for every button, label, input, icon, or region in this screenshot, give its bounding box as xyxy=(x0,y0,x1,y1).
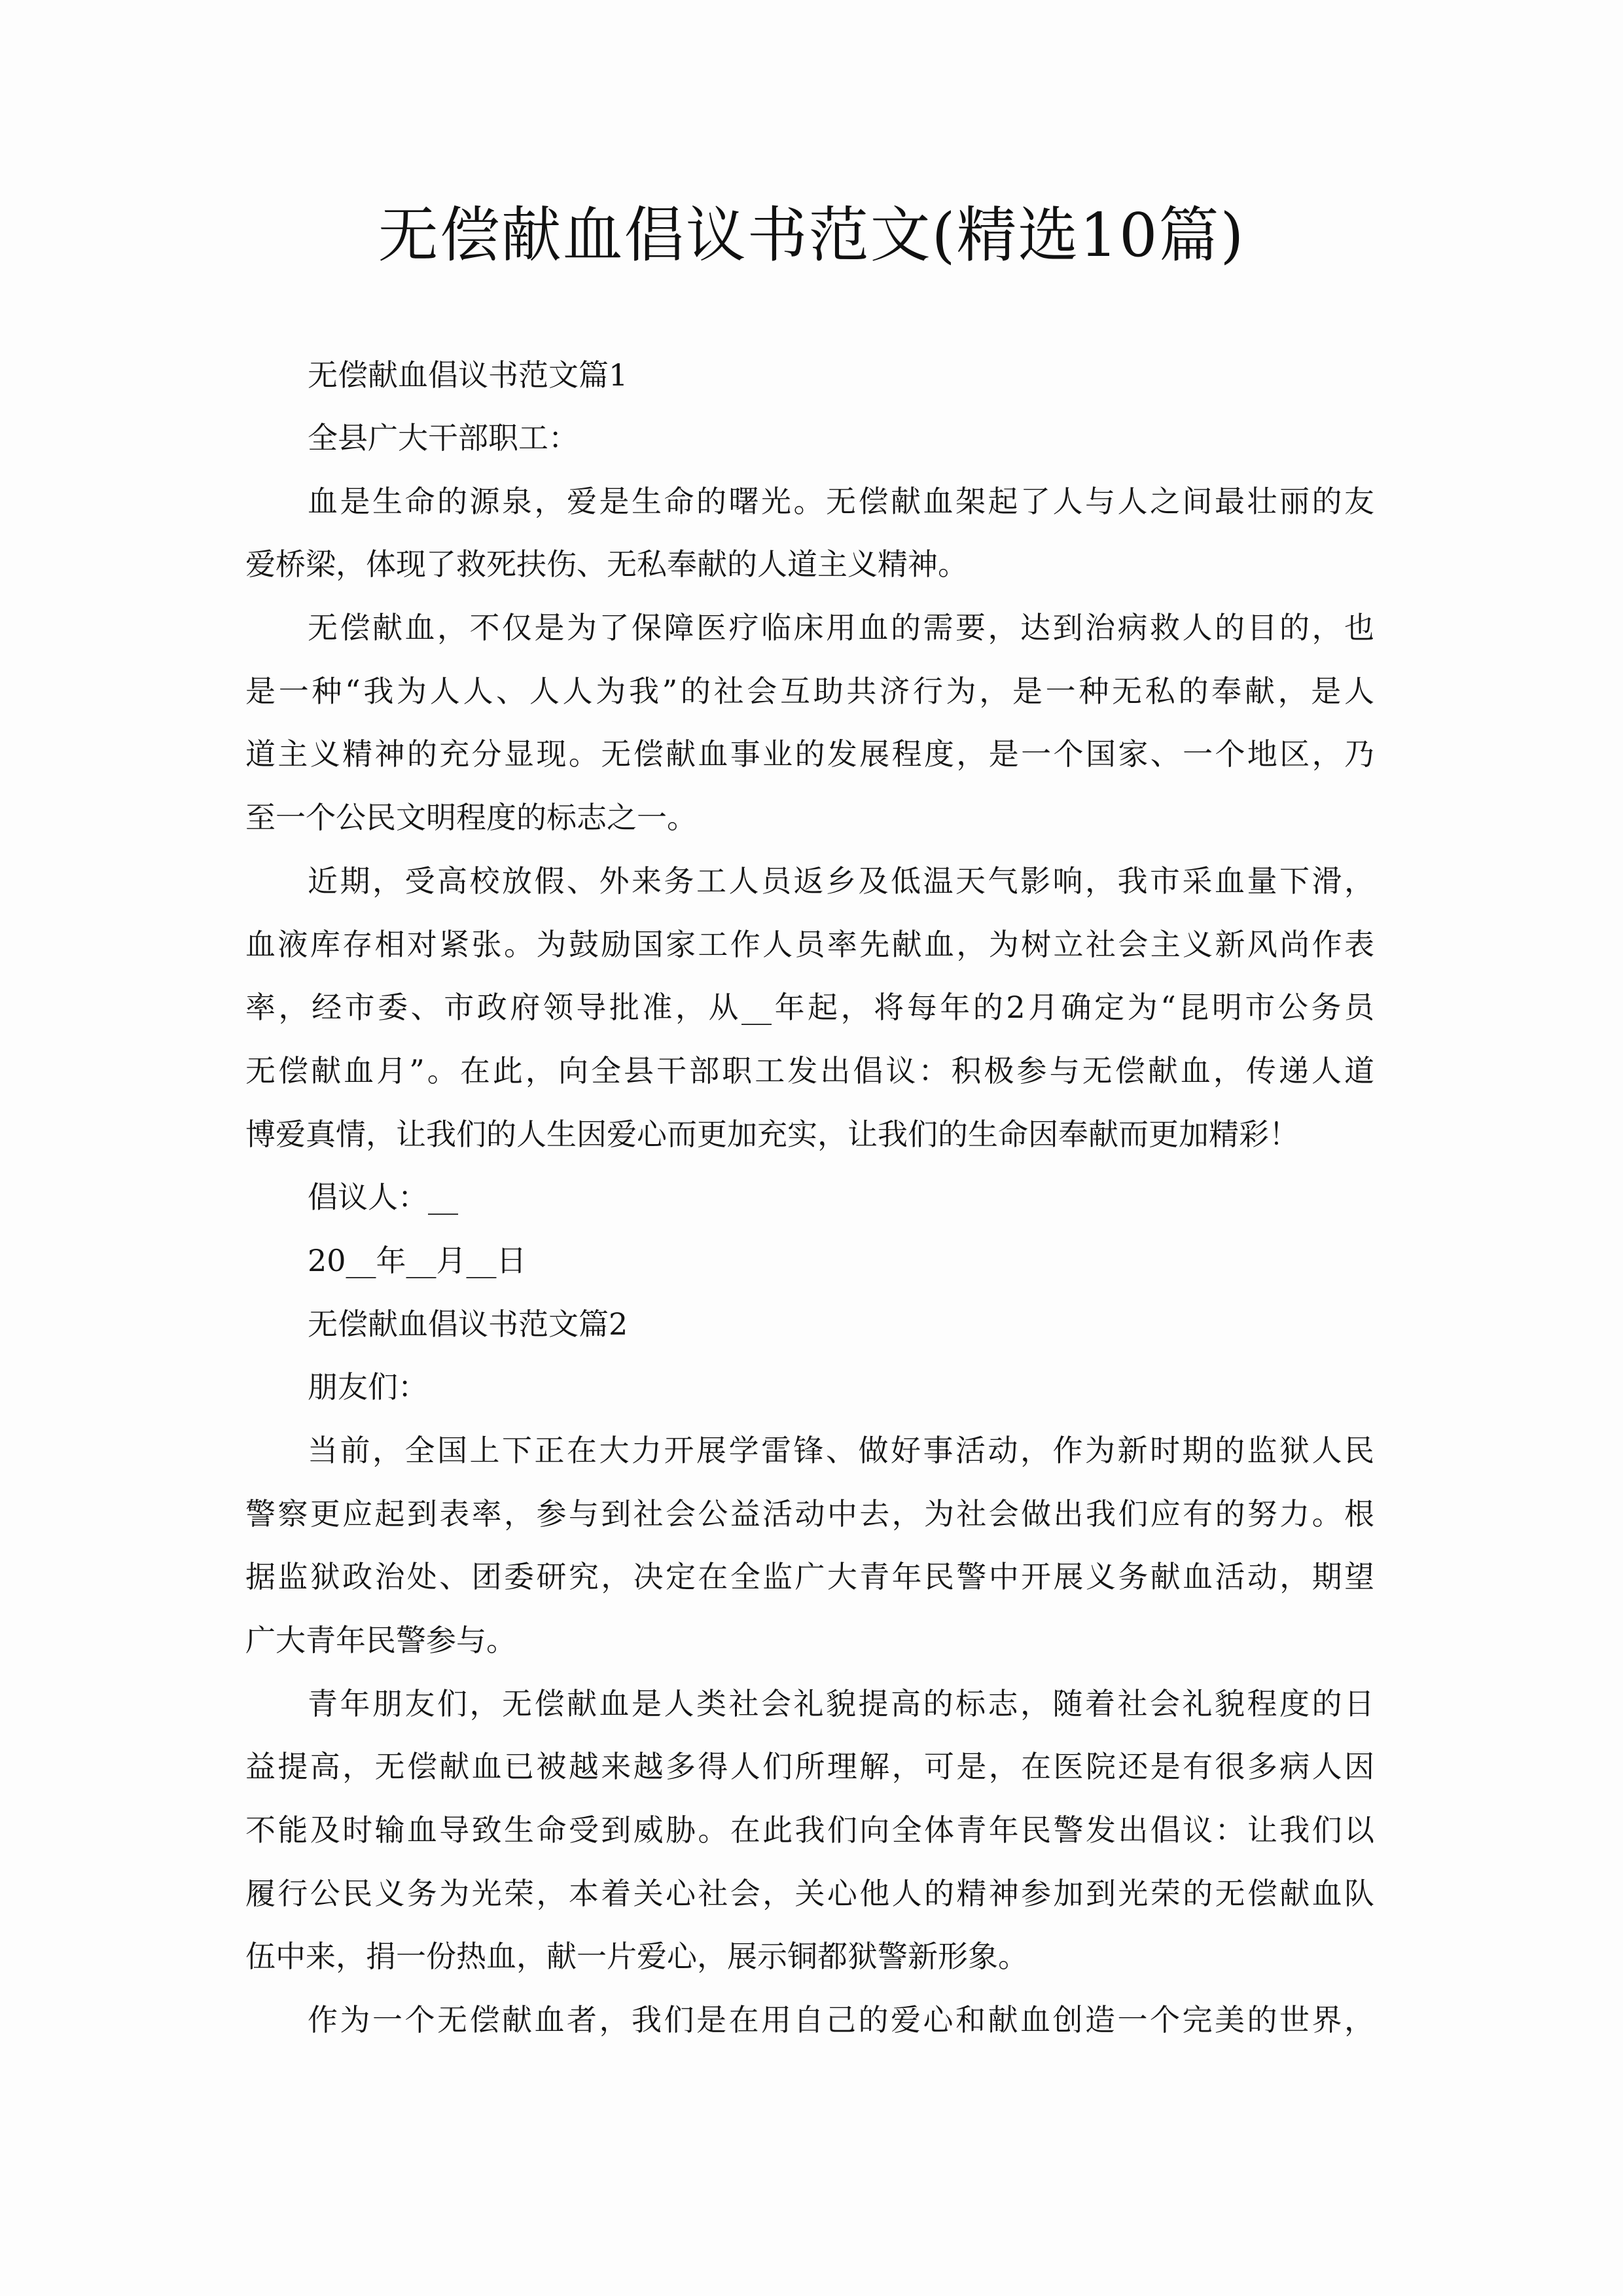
paragraph-line: 警察更应起到表率，参与到社会公益活动中去，为社会做出我们应有的努力。根 xyxy=(245,1496,1374,1532)
paragraph-line: 据监狱政治处、团委研究，决定在全监广大青年民警中开展义务献血活动，期望 xyxy=(245,1559,1374,1594)
date-line: 20__年__月__日 xyxy=(308,1243,527,1278)
paragraph-line: 血液库存相对紧张。为鼓励国家工作人员率先献血，为树立社会主义新风尚作表 xyxy=(245,927,1374,962)
paragraph-line: 至一个公民文明程度的标志之一。 xyxy=(245,800,697,835)
salutation: 朋友们： xyxy=(308,1369,428,1405)
paragraph-line: 率，经市委、市政府领导批准，从__年起，将每年的2月确定为“昆明市公务员 xyxy=(245,990,1374,1025)
paragraph-line: 广大青年民警参与。 xyxy=(245,1623,516,1658)
paragraph-line: 履行公民义务为光荣，本着关心社会，关心他人的精神参加到光荣的无偿献血队 xyxy=(245,1876,1374,1911)
paragraph-line: 近期，受高校放假、外来务工人员返乡及低温天气影响，我市采血量下滑， xyxy=(308,863,1374,899)
signer-line: 倡议人：__ xyxy=(308,1179,458,1215)
section-heading: 无偿献血倡议书范文篇2 xyxy=(308,1306,628,1342)
paragraph-line: 无偿献血月”。在此，向全县干部职工发出倡议：积极参与无偿献血，传递人道 xyxy=(245,1053,1374,1088)
paragraph-line: 青年朋友们，无偿献血是人类社会礼貌提高的标志，随着社会礼貌程度的日 xyxy=(308,1686,1374,1721)
paragraph-line: 爱桥梁，体现了救死扶伤、无私奉献的人道主义精神。 xyxy=(245,547,968,582)
paragraph-line: 博爱真情，让我们的人生因爱心而更加充实，让我们的生命因奉献而更加精彩！ xyxy=(245,1117,1299,1152)
paragraph-line: 作为一个无偿献血者，我们是在用自己的爱心和献血创造一个完美的世界， xyxy=(308,2002,1374,2037)
paragraph-line: 血是生命的源泉，爱是生命的曙光。无偿献血架起了人与人之间最壮丽的友 xyxy=(308,484,1374,519)
paragraph-line: 不能及时输血导致生命受到威胁。在此我们向全体青年民警发出倡议：让我们以 xyxy=(245,1812,1374,1848)
paragraph-line: 无偿献血，不仅是为了保障医疗临床用血的需要，达到治病救人的目的，也 xyxy=(308,610,1374,645)
paragraph-line: 当前，全国上下正在大力开展学雷锋、做好事活动，作为新时期的监狱人民 xyxy=(308,1433,1374,1468)
paragraph-line: 益提高，无偿献血已被越来越多得人们所理解，可是，在医院还是有很多病人因 xyxy=(245,1749,1374,1784)
document-title: 无偿献血倡议书范文(精选10篇) xyxy=(378,200,1245,270)
salutation: 全县广大干部职工： xyxy=(308,420,579,456)
section-heading: 无偿献血倡议书范文篇1 xyxy=(308,357,628,393)
paragraph-line: 道主义精神的充分显现。无偿献血事业的发展程度，是一个国家、一个地区，乃 xyxy=(245,736,1374,772)
paragraph-line: 是一种“我为人人、人人为我”的社会互助共济行为，是一种无私的奉献，是人 xyxy=(245,673,1374,709)
paragraph-line: 伍中来，捐一份热血，献一片爱心，展示铜都狱警新形象。 xyxy=(245,1939,1028,1974)
